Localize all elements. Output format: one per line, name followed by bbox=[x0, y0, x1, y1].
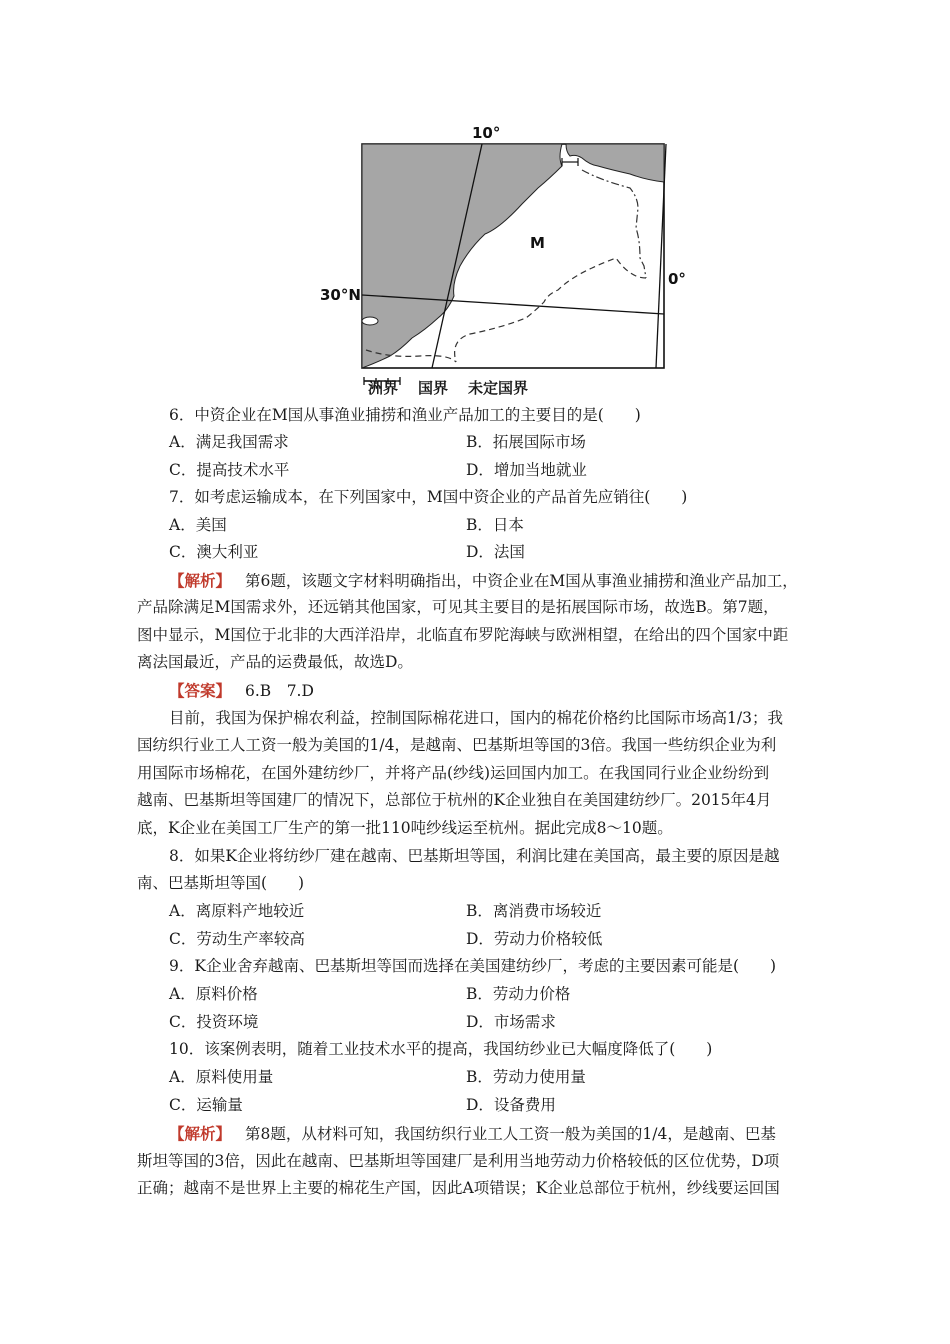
q8-stem-line1: 8．如果K企业将纺纱厂建在越南、巴基斯坦等国，利润比建在美国高，最主要的原因是越 bbox=[169, 847, 780, 865]
q10-option-c: C．运输量 bbox=[169, 1096, 243, 1114]
q6-option-b: B．拓展国际市场 bbox=[466, 433, 586, 451]
analysis2-line1 bbox=[169, 1120, 776, 1149]
q8-option-b: B．离消费市场较近 bbox=[466, 902, 602, 920]
material-line5: 底，K企业在美国工厂生产的第一批110吨纱线运至杭州。据此完成8～10题。 bbox=[137, 819, 673, 837]
q9-option-b: B．劳动力价格 bbox=[466, 985, 571, 1003]
analysis1-line3: 图中显示，M国位于北非的大西洋沿岸，北临直布罗陀海峡与欧洲相望，在给出的四个国家中距 bbox=[137, 626, 789, 644]
q10-option-d: D．设备费用 bbox=[466, 1096, 556, 1114]
q9-option-a: A．原料价格 bbox=[169, 985, 258, 1003]
analysis1-text1: 第6题，该题文字材料明确指出，中资企业在M国从事渔业捕捞和渔业产品加工， bbox=[245, 572, 798, 590]
legend-undetermined-label: 未定国界 bbox=[468, 378, 529, 397]
map-drawing bbox=[300, 118, 720, 400]
legend-continent-label: 洲界 bbox=[368, 378, 399, 397]
q9-stem: 9．K企业舍弃越南、巴基斯坦等国而选择在美国建纺纱厂，考虑的主要因素可能是( ) bbox=[169, 957, 777, 975]
analysis2-line3: 正确；越南不是世界上主要的棉花生产国，因此A项错误；K企业总部位于杭州，纱线要运回国 bbox=[137, 1179, 780, 1197]
q8-option-a: A．离原料产地较近 bbox=[169, 902, 305, 920]
q7-option-a: A．美国 bbox=[169, 516, 227, 534]
q7-option-b: B．日本 bbox=[466, 516, 524, 534]
q8-option-c: C．劳动生产率较高 bbox=[169, 930, 305, 948]
label-lon0: 0° bbox=[668, 270, 686, 288]
analysis2-line2: 斯坦等国的3倍，因此在越南、巴基斯坦等国建厂是利用当地劳动力价格较低的区位优势，D项 bbox=[137, 1152, 780, 1170]
answer1-tag: 【答案】 bbox=[169, 681, 232, 700]
q6-option-a: A．满足我国需求 bbox=[169, 433, 289, 451]
q6-option-c: C．提高技术水平 bbox=[169, 461, 290, 479]
map-legend bbox=[362, 376, 542, 398]
island bbox=[362, 317, 378, 325]
q7-option-d: D．法国 bbox=[466, 543, 525, 561]
analysis1-tag: 【解析】 bbox=[169, 571, 232, 590]
legend-undetermined bbox=[462, 377, 528, 398]
answer1 bbox=[169, 677, 314, 706]
q7-stem: 7．如考虑运输成本，在下列国家中，M国中资企业的产品首先应销往( ) bbox=[169, 488, 688, 506]
analysis1-line1 bbox=[169, 567, 798, 596]
analysis2-text1: 第8题，从材料可知，我国纺织行业工人工资一般为美国的1/4，是越南、巴基 bbox=[245, 1125, 776, 1143]
q6-option-d: D．增加当地就业 bbox=[466, 461, 587, 479]
legend-national-label: 国界 bbox=[418, 378, 449, 397]
map-figure bbox=[300, 118, 720, 400]
answer1-text: 6.B 7.D bbox=[245, 682, 314, 700]
q10-stem: 10．该案例表明，随着工业技术水平的提高，我国纺纱业已大幅度降低了( ) bbox=[169, 1040, 713, 1058]
legend-national bbox=[412, 377, 448, 398]
analysis2-tag: 【解析】 bbox=[169, 1124, 232, 1143]
label-lat30: 30°N bbox=[320, 286, 361, 304]
q10-option-a: A．原料使用量 bbox=[169, 1068, 274, 1086]
label-lon10: 10° bbox=[472, 124, 501, 142]
material-line1: 目前，我国为保护棉农利益，控制国际棉花进口，国内的棉花价格约比国际市场高1/3；我 bbox=[169, 709, 783, 727]
q7-option-c: C．澳大利亚 bbox=[169, 543, 259, 561]
analysis1-line2: 产品除满足M国需求外，还远销其他国家，可见其主要目的是拓展国际市场，故选B。第7题， bbox=[137, 598, 779, 616]
label-country-m: M bbox=[530, 234, 545, 252]
material-line2: 国纺织行业工人工资一般为美国的1/4，是越南、巴基斯坦等国的3倍。我国一些纺织企业为利 bbox=[137, 736, 777, 754]
undetermined-boundary-icon bbox=[362, 376, 398, 386]
analysis1-line4: 离法国最近，产品的运费最低，故选D。 bbox=[137, 653, 413, 671]
q6-stem: 6．中资企业在M国从事渔业捕捞和渔业产品加工的主要目的是( ) bbox=[169, 406, 641, 424]
q8-stem-line2: 南、巴基斯坦等国( ) bbox=[137, 874, 305, 892]
q9-option-d: D．市场需求 bbox=[466, 1013, 556, 1031]
q8-option-d: D．劳动力价格较低 bbox=[466, 930, 603, 948]
q10-option-b: B．劳动力使用量 bbox=[466, 1068, 586, 1086]
material-line3: 用国际市场棉花，在国外建纺纱厂，并将产品(纱线)运回国内加工。在我国同行业企业纷纷到 bbox=[137, 764, 770, 782]
material-line4: 越南、巴基斯坦等国建厂的情况下，总部位于杭州的K企业独自在美国建纺纱厂。2015年4月 bbox=[137, 791, 772, 809]
q9-option-c: C．投资环境 bbox=[169, 1013, 259, 1031]
